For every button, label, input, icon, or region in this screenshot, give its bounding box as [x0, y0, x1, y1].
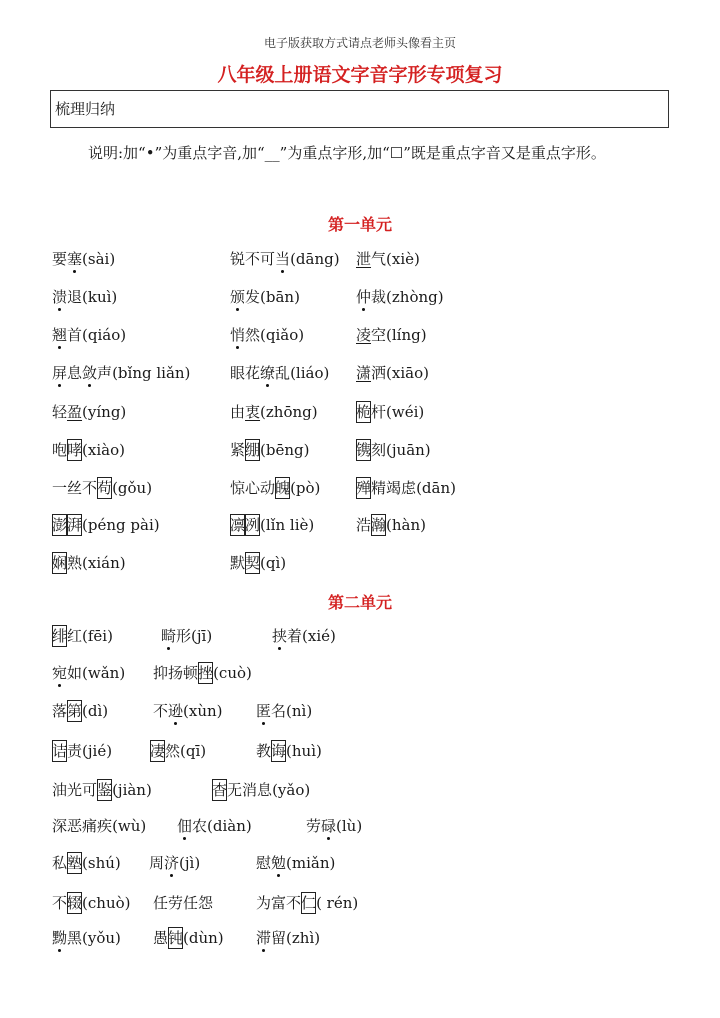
vocab-item — [153, 662, 252, 684]
vocab-item — [52, 362, 190, 384]
char: 乱 — [275, 364, 291, 382]
vocab-row — [52, 552, 672, 578]
boxed-char: 第 — [67, 702, 83, 720]
char: 刻 — [371, 441, 387, 459]
pinyin: (xiào) — [82, 441, 125, 459]
char: 洒 — [371, 364, 387, 382]
vocab-item — [52, 401, 126, 423]
pinyin: (juān) — [386, 441, 431, 459]
vocab-item — [52, 852, 121, 874]
pinyin: (gǒu) — [112, 479, 153, 497]
char: 形 — [176, 627, 192, 645]
pinyin: (wù) — [112, 817, 147, 835]
pinyin: (liáo) — [290, 364, 330, 382]
boxed-char: 辍 — [67, 894, 83, 912]
char: 痛 — [82, 817, 98, 835]
underlined-char: 潇 — [356, 364, 372, 382]
boxed-char: 绯 — [52, 627, 68, 645]
underlined-char: 凌 — [356, 326, 372, 344]
pinyin: (dāng) — [290, 250, 340, 268]
vocab-item — [256, 927, 320, 949]
pinyin: (bān) — [260, 288, 300, 306]
pinyin: (xùn) — [183, 702, 223, 720]
page-title: 八年级上册语文字音字形专项复习 — [217, 64, 503, 86]
char: 花 — [245, 364, 261, 382]
char: 周 — [149, 854, 165, 872]
dotted-char: 滞 — [256, 929, 272, 947]
char: 气 — [371, 250, 387, 268]
pinyin: (diàn) — [207, 817, 252, 835]
pinyin: (líng) — [386, 326, 427, 344]
char: 光 — [67, 781, 83, 799]
boxed-char: 鉴 — [97, 781, 113, 799]
char: 默 — [230, 554, 246, 572]
vocab-row — [52, 286, 672, 312]
char: 可 — [260, 250, 276, 268]
vocab-item — [256, 852, 335, 874]
pinyin: (yíng) — [82, 403, 127, 421]
char: 劳 — [306, 817, 322, 835]
vocab-item — [356, 477, 456, 499]
char: 为 — [256, 894, 272, 912]
pinyin: (péng pài) — [82, 516, 160, 534]
char: 名 — [271, 702, 287, 720]
pinyin: (qī) — [180, 742, 207, 760]
pinyin: (xiāo) — [386, 364, 429, 382]
vocab-item — [356, 362, 429, 384]
dotted-char: 勉 — [271, 854, 287, 872]
dotted-char: 悄 — [230, 326, 246, 344]
char: 无 — [227, 781, 243, 799]
boxed-char: 哮 — [67, 441, 83, 459]
pinyin: (chuò) — [82, 894, 131, 912]
dotted-char: 匿 — [256, 702, 272, 720]
char: 咆 — [52, 441, 68, 459]
vocab-row — [52, 514, 672, 540]
vocab-item — [153, 700, 223, 722]
pinyin: (lǐn liè) — [260, 516, 315, 534]
underlined-char: 盈 — [67, 403, 83, 421]
pinyin: (yǎo) — [272, 781, 311, 799]
vocab-item — [272, 625, 336, 647]
dotted-char: 敛 — [82, 364, 98, 382]
boxed-char: 钝 — [168, 929, 184, 947]
char: 愚 — [153, 929, 169, 947]
vocab-row — [52, 815, 672, 841]
boxed-char: 镌 — [356, 441, 372, 459]
char: 任 — [183, 894, 199, 912]
char: 劳 — [168, 894, 184, 912]
pinyin: (zhòng) — [386, 288, 444, 306]
pinyin: (jī) — [191, 627, 213, 645]
vocab-row — [52, 477, 672, 503]
char: 黑 — [67, 929, 83, 947]
char: 着 — [287, 627, 303, 645]
underlined-char: 泄 — [356, 250, 372, 268]
char: 惊 — [230, 479, 246, 497]
char: 恶 — [67, 817, 83, 835]
char: 竭 — [386, 479, 402, 497]
vocab-row — [52, 927, 672, 953]
pinyin: (wéi) — [386, 403, 425, 421]
char: 消 — [242, 781, 258, 799]
char: 裁 — [371, 288, 387, 306]
char: 红 — [67, 627, 83, 645]
char: 任 — [153, 894, 169, 912]
char: 眼 — [230, 364, 246, 382]
unit-1-title: 第一单元 — [327, 215, 392, 234]
dotted-char: 碌 — [321, 817, 337, 835]
char: 抑 — [153, 664, 169, 682]
boxed-char: 塾 — [67, 854, 83, 872]
vocab-item — [161, 625, 212, 647]
vocab-item — [230, 286, 300, 308]
vocab-item — [356, 324, 427, 346]
char: 发 — [245, 288, 261, 306]
pinyin: (shú) — [82, 854, 121, 872]
pinyin: (zhōng) — [260, 403, 318, 421]
char: 私 — [52, 854, 68, 872]
dotted-char: 仲 — [356, 288, 372, 306]
vocab-item — [52, 892, 131, 914]
pinyin: (qiǎo) — [260, 326, 305, 344]
dotted-char: 畸 — [161, 627, 177, 645]
vocab-item — [230, 477, 320, 499]
char: 空 — [371, 326, 387, 344]
char: 扬 — [168, 664, 184, 682]
boxed-char: 冽 — [245, 516, 261, 534]
vocab-item — [52, 286, 117, 308]
vocab-item — [52, 324, 126, 346]
dotted-char: 缭 — [260, 364, 276, 382]
pinyin: (yǒu) — [82, 929, 121, 947]
char: 退 — [67, 288, 83, 306]
boxed-char: 娴 — [52, 554, 68, 572]
char: 熟 — [67, 554, 83, 572]
char: 教 — [256, 742, 272, 760]
dotted-char: 逊 — [168, 702, 184, 720]
vocab-item — [356, 439, 431, 461]
legend-note: 说明:加“•”为重点字音,加“__”为重点字形,加“☐”既是重点字音又是重点字形。 — [88, 144, 606, 162]
char: 不 — [52, 894, 68, 912]
vocab-row — [52, 779, 672, 805]
boxed-char: 澎 — [52, 516, 68, 534]
char: 动 — [260, 479, 276, 497]
vocab-item — [52, 625, 113, 647]
vocab-item — [52, 700, 108, 722]
char: 如 — [67, 664, 83, 682]
boxed-char: 契 — [245, 554, 261, 572]
dotted-char: 溃 — [52, 288, 68, 306]
underlined-char: 衷 — [245, 403, 261, 421]
char: 农 — [192, 817, 208, 835]
boxed-char: 诘 — [52, 742, 68, 760]
char: 丝 — [67, 479, 83, 497]
vocab-row — [52, 740, 672, 766]
pinyin: (huì) — [286, 742, 322, 760]
pinyin: (qiáo) — [82, 326, 127, 344]
boxed-char: 杳 — [212, 781, 228, 799]
char: 可 — [82, 781, 98, 799]
dotted-char: 黝 — [52, 929, 68, 947]
vocab-row — [52, 892, 672, 918]
boxed-char: 瀚 — [371, 516, 387, 534]
vocab-item — [230, 439, 309, 461]
vocab-item — [256, 740, 322, 762]
char: 息 — [257, 781, 273, 799]
char: 不 — [286, 894, 302, 912]
char: 息 — [67, 364, 83, 382]
dotted-char: 宛 — [52, 664, 68, 682]
pinyin: (wǎn) — [82, 664, 126, 682]
char: 顿 — [183, 664, 199, 682]
char: 浩 — [356, 516, 372, 534]
boxed-char: 凛 — [230, 516, 246, 534]
char: 责 — [67, 742, 83, 760]
char: 不 — [245, 250, 261, 268]
boxed-char: 湃 — [67, 516, 83, 534]
pinyin: (miǎn) — [286, 854, 336, 872]
vocab-item — [230, 324, 304, 346]
vocab-item — [153, 927, 224, 949]
char: 落 — [52, 702, 68, 720]
vocab-item — [256, 700, 312, 722]
vocab-item — [52, 477, 152, 499]
pinyin: (dān) — [416, 479, 456, 497]
vocab-item — [230, 401, 318, 423]
char: 锐 — [230, 250, 246, 268]
vocab-item — [306, 815, 362, 837]
dotted-char: 翘 — [52, 326, 68, 344]
vocab-item — [230, 362, 329, 384]
vocab-item — [52, 927, 121, 949]
pinyin: (kuì) — [82, 288, 118, 306]
dotted-char: 颁 — [230, 288, 246, 306]
pinyin: (sài) — [82, 250, 116, 268]
boxed-char: 苟 — [97, 479, 113, 497]
pinyin: (jié) — [82, 742, 113, 760]
vocab-row — [52, 324, 672, 350]
vocab-item — [52, 514, 160, 536]
pinyin: (lù) — [336, 817, 363, 835]
char: 精 — [371, 479, 387, 497]
vocab-item — [52, 662, 125, 684]
vocab-item — [356, 286, 444, 308]
vocab-row — [52, 401, 672, 427]
vocab-item — [52, 439, 125, 461]
vocab-row — [52, 439, 672, 465]
boxed-char: 魄 — [275, 479, 291, 497]
vocab-item — [356, 401, 424, 423]
vocab-item — [256, 892, 358, 914]
pinyin: (bēng) — [260, 441, 310, 459]
boxed-char: 桅 — [356, 403, 372, 421]
vocab-row — [52, 852, 672, 878]
vocab-item — [149, 852, 200, 874]
char: 一 — [52, 479, 68, 497]
dotted-char: 挟 — [272, 627, 288, 645]
vocab-item — [356, 514, 426, 536]
boxed-char: 挫 — [198, 664, 214, 682]
vocab-item — [52, 740, 112, 762]
pinyin: (jiàn) — [112, 781, 152, 799]
char: 油 — [52, 781, 68, 799]
pinyin: (hàn) — [386, 516, 426, 534]
boxed-char: 诲 — [271, 742, 287, 760]
pinyin: (nì) — [286, 702, 313, 720]
pinyin: (zhì) — [286, 929, 321, 947]
pinyin: (dì) — [82, 702, 109, 720]
char: 不 — [153, 702, 169, 720]
char: 轻 — [52, 403, 68, 421]
pinyin: (xié) — [302, 627, 336, 645]
pinyin: (bǐng liǎn) — [112, 364, 191, 382]
dotted-char: 济 — [164, 854, 180, 872]
char: 心 — [245, 479, 261, 497]
vocab-item — [212, 779, 310, 801]
char: 虑 — [401, 479, 417, 497]
pinyin: ( rén) — [316, 894, 359, 912]
vocab-row — [52, 625, 672, 651]
dotted-char: 当 — [275, 250, 291, 268]
dotted-char: 塞 — [67, 250, 83, 268]
char: 首 — [67, 326, 83, 344]
dotted-char: 屏 — [52, 364, 68, 382]
pinyin: (xián) — [82, 554, 126, 572]
pinyin: (jì) — [179, 854, 201, 872]
vocab-item — [52, 779, 152, 801]
boxed-char: 绷 — [245, 441, 261, 459]
boxed-char: 凄 — [150, 742, 166, 760]
vocab-row — [52, 362, 672, 388]
vocab-item — [52, 815, 146, 837]
vocab-item — [177, 815, 252, 837]
vocab-item — [153, 892, 213, 914]
char: 疾 — [97, 817, 113, 835]
pinyin: (cuò) — [213, 664, 252, 682]
char: 怨 — [198, 894, 214, 912]
dotted-char: 佃 — [177, 817, 193, 835]
section-label-box: 梳理归纳 — [50, 90, 669, 128]
char: 要 — [52, 250, 68, 268]
char: 由 — [230, 403, 246, 421]
vocab-item — [52, 248, 115, 270]
char: 然 — [165, 742, 181, 760]
pinyin: (xiè) — [386, 250, 420, 268]
unit-2-title: 第二单元 — [327, 593, 392, 612]
vocab-item — [230, 248, 340, 270]
vocab-item — [230, 552, 286, 574]
pinyin: (dùn) — [183, 929, 224, 947]
char: 声 — [97, 364, 113, 382]
char: 杆 — [371, 403, 387, 421]
vocab-item — [230, 514, 314, 536]
vocab-item — [356, 248, 420, 270]
vocab-row — [52, 662, 672, 688]
header-note: 电子版获取方式请点老师头像看主页 — [263, 36, 456, 50]
vocab-row — [52, 248, 672, 274]
pinyin: (pò) — [290, 479, 321, 497]
char: 留 — [271, 929, 287, 947]
char: 然 — [245, 326, 261, 344]
vocab-item — [52, 552, 126, 574]
boxed-char: 仁 — [301, 894, 317, 912]
vocab-row — [52, 700, 672, 726]
char: 富 — [271, 894, 287, 912]
pinyin: (qì) — [260, 554, 287, 572]
vocab-item — [150, 740, 206, 762]
boxed-char: 殚 — [356, 479, 372, 497]
char: 紧 — [230, 441, 246, 459]
char: 深 — [52, 817, 68, 835]
pinyin: (fēi) — [82, 627, 113, 645]
char: 慰 — [256, 854, 272, 872]
char: 不 — [82, 479, 98, 497]
